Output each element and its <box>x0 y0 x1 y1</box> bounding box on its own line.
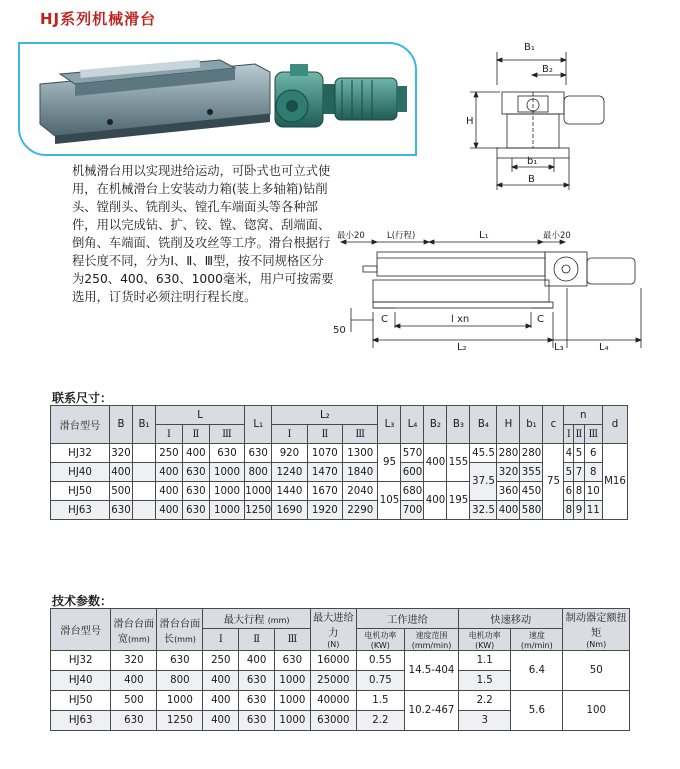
cell: HJ50 <box>51 482 110 501</box>
cell: 1470 <box>307 463 342 482</box>
table-row <box>51 651 630 671</box>
cell: 600 <box>401 463 424 482</box>
cell: 400 <box>424 444 447 482</box>
cell: 45.5 <box>470 444 497 463</box>
cell: 280 <box>497 444 520 463</box>
cell: 1920 <box>307 501 342 520</box>
cell: 5 <box>574 444 584 463</box>
cell: 1000 <box>157 691 203 711</box>
th2-brake-label: 制动器定额扭矩 <box>565 613 627 639</box>
cell: 1070 <box>307 444 342 463</box>
th2-rapid: 快速移动 <box>459 609 563 629</box>
cell: 1300 <box>343 444 378 463</box>
dim-C-right: C <box>537 314 544 325</box>
table-row <box>51 501 628 520</box>
cell: 6 <box>584 444 602 463</box>
cell: 500 <box>110 482 133 501</box>
th-L3: L₃ <box>378 406 401 444</box>
cell: 1000 <box>275 671 311 691</box>
cell: 320 <box>110 444 133 463</box>
th2-rapid-speed <box>511 629 563 651</box>
cell: 2290 <box>343 501 378 520</box>
cell: 1000 <box>209 501 244 520</box>
cell: 1670 <box>307 482 342 501</box>
cell: 570 <box>401 444 424 463</box>
cell: 630 <box>110 501 133 520</box>
cell: 630 <box>209 444 244 463</box>
dim-lxn: l xn <box>451 314 470 325</box>
th2-rapid-motor <box>459 629 511 651</box>
cell: 10 <box>584 482 602 501</box>
cell <box>133 463 156 482</box>
cell: HJ32 <box>51 444 110 463</box>
cell: 320 <box>497 463 520 482</box>
cell: HJ63 <box>51 501 110 520</box>
description-paragraph: 机械滑台用以实现进给运动，可卧式也可立式使用，在机械滑台上安装动力箱(装上多轴箱)钻削头、镗削头、铣削头、镗孔车端面头等各种部件，用以完成钻、扩、铰、镗、锪窝、刮端面、倒角、车端面、铣削及攻丝等工序。滑台根据行程长度不同，分为Ⅰ、Ⅱ、Ⅲ型，按不同规格区分为250、400、630、1000毫米，用户可按需要选用，订货时必须注明行程长度。 <box>72 164 334 304</box>
th-B4: B₄ <box>470 406 497 444</box>
cell: 0.75 <box>356 671 404 691</box>
cell: 2040 <box>343 482 378 501</box>
cell: 1440 <box>272 482 307 501</box>
th2-speed <box>404 629 458 651</box>
table-row <box>51 444 628 463</box>
cell: 280 <box>520 444 543 463</box>
cell: 2.2 <box>459 691 511 711</box>
cell: 195 <box>447 482 470 520</box>
cell: 630 <box>182 501 209 520</box>
th2-s3: Ⅲ <box>275 629 311 651</box>
th-L2: L₂ <box>272 406 378 425</box>
cell: 355 <box>520 463 543 482</box>
dim-C-left: C <box>381 314 388 325</box>
cell: 100 <box>563 691 630 731</box>
th-model: 滑台型号 <box>51 406 110 444</box>
table-row <box>51 482 628 501</box>
cell: 630 <box>239 711 275 731</box>
cell <box>133 501 156 520</box>
cell: 6.4 <box>511 651 563 691</box>
cell: 400 <box>111 671 157 691</box>
cell: 630 <box>111 711 157 731</box>
cell: 8 <box>574 482 584 501</box>
th-L1: L₁ <box>245 406 272 444</box>
th2-feed: 工作进给 <box>356 609 458 629</box>
th2-speed-label: 速度范围 <box>415 630 448 640</box>
th2-length-label: 滑台台面长 <box>159 618 201 645</box>
cell: 250 <box>203 651 239 671</box>
cell: 5.6 <box>511 691 563 731</box>
cell: HJ40 <box>51 463 110 482</box>
th2-stroke-unit: (mm) <box>267 616 290 626</box>
cell: 1000 <box>275 711 311 731</box>
cell: 450 <box>520 482 543 501</box>
cell: 800 <box>245 463 272 482</box>
dim-L2: L₂ <box>457 342 467 353</box>
cell: 40000 <box>310 691 356 711</box>
cell: 155 <box>447 444 470 482</box>
cell: 9 <box>574 501 584 520</box>
cell: 400 <box>203 691 239 711</box>
cell: 11 <box>584 501 602 520</box>
cell: 400 <box>203 671 239 691</box>
cell: 8 <box>584 463 602 482</box>
th-d: d <box>603 406 628 444</box>
cell: 1000 <box>275 691 311 711</box>
cell: 3 <box>459 711 511 731</box>
th2-width-label: 滑台台面宽 <box>113 618 155 645</box>
cell: 7 <box>574 463 584 482</box>
th2-speed-unit: (mm/min) <box>411 640 452 650</box>
cell: 105 <box>378 482 401 520</box>
cell: 500 <box>111 691 157 711</box>
cell: 400 <box>239 651 275 671</box>
cell: 1250 <box>245 501 272 520</box>
th-B2: B₂ <box>424 406 447 444</box>
dim-B1: B₁ <box>524 42 535 53</box>
cell: 8 <box>564 501 574 520</box>
cell: 0.55 <box>356 651 404 671</box>
cell: HJ63 <box>51 711 111 731</box>
th-L-I: Ⅰ <box>156 425 183 444</box>
th2-brake <box>563 609 630 651</box>
cell: 630 <box>182 463 209 482</box>
th-B: B <box>110 406 133 444</box>
cell: 400 <box>497 501 520 520</box>
cell: 630 <box>245 444 272 463</box>
cell: 700 <box>401 501 424 520</box>
cell: 400 <box>156 482 183 501</box>
table-row <box>51 691 630 711</box>
th2-s1: Ⅰ <box>203 629 239 651</box>
mechanical-slide-illustration <box>20 44 415 154</box>
description-text <box>72 162 334 306</box>
th-H: H <box>497 406 520 444</box>
cell: 400 <box>424 482 447 520</box>
cell: 1.5 <box>459 671 511 691</box>
th2-motor-unit: (KW) <box>370 640 390 650</box>
th2-length-unit: (mm) <box>174 634 196 644</box>
cell: M16 <box>603 444 628 520</box>
cell: 800 <box>157 671 203 691</box>
cell: 320 <box>111 651 157 671</box>
cell: 4 <box>564 444 574 463</box>
th2-force-label: 最大进给力 <box>312 613 354 639</box>
cell: HJ32 <box>51 651 111 671</box>
dim-L1: L₁ <box>479 230 489 241</box>
cell: 400 <box>156 501 183 520</box>
th-n-I: Ⅰ <box>564 425 574 444</box>
th2-rapid-speed-unit: (m/min) <box>520 640 553 650</box>
dim-H: H <box>466 116 474 127</box>
th-L-III: Ⅲ <box>209 425 244 444</box>
cell: 32.5 <box>470 501 497 520</box>
th2-rapid-motor-label: 电机功率 <box>468 630 501 640</box>
th2-model: 滑台型号 <box>51 609 111 651</box>
cell: 630 <box>239 691 275 711</box>
cell: 1840 <box>343 463 378 482</box>
dim-min20-left: 最小20 <box>337 231 365 241</box>
th-L: L <box>156 406 245 425</box>
cell: 250 <box>156 444 183 463</box>
cell: 37.5 <box>470 463 497 501</box>
cell: 14.5-404 <box>404 651 458 691</box>
th2-force <box>310 609 356 651</box>
th-L2-III: Ⅲ <box>343 425 378 444</box>
cell: 920 <box>272 444 307 463</box>
cell: 400 <box>182 444 209 463</box>
th2-stroke <box>203 609 310 629</box>
cell: 580 <box>520 501 543 520</box>
th-L-II: Ⅱ <box>182 425 209 444</box>
dim-B2: B₂ <box>542 64 553 75</box>
cell: 1240 <box>272 463 307 482</box>
table-row <box>51 463 628 482</box>
th2-length <box>157 609 203 651</box>
dim-B: B <box>528 174 535 185</box>
dim-L4: L₄ <box>599 342 609 353</box>
cell: 400 <box>156 463 183 482</box>
th-b1: b₁ <box>520 406 543 444</box>
cell: 95 <box>378 444 401 482</box>
th2-rapid-speed-label: 速度 <box>528 630 545 640</box>
cell <box>133 444 156 463</box>
cell: 25000 <box>310 671 356 691</box>
th2-motor <box>356 629 404 651</box>
cell: 1000 <box>209 482 244 501</box>
cell: HJ40 <box>51 671 111 691</box>
th2-width-unit: (mm) <box>128 634 150 644</box>
product-photo <box>18 42 417 156</box>
dim-b1: b₁ <box>527 156 538 167</box>
th-n: n <box>564 406 603 425</box>
cell: 16000 <box>310 651 356 671</box>
cell: 50 <box>563 651 630 691</box>
cell: 5 <box>564 463 574 482</box>
cross-section-diagram <box>440 30 630 200</box>
th2-brake-unit: (Nm) <box>586 640 607 649</box>
table2-title: 技术参数： <box>52 594 113 608</box>
th-L2-I: Ⅰ <box>272 425 307 444</box>
cell: 630 <box>239 671 275 691</box>
cell: 680 <box>401 482 424 501</box>
side-view-diagram <box>333 228 653 358</box>
th-L4: L₄ <box>401 406 424 444</box>
cell: 10.2-467 <box>404 691 458 731</box>
cell: 1.5 <box>356 691 404 711</box>
cell: 400 <box>110 463 133 482</box>
cell: 630 <box>275 651 311 671</box>
cell: 63000 <box>310 711 356 731</box>
th2-stroke-label: 最大行程 <box>223 615 265 627</box>
table1-title: 联系尺寸： <box>52 391 113 405</box>
cell <box>133 482 156 501</box>
cell: 400 <box>203 711 239 731</box>
th-c: c <box>543 406 564 444</box>
cell: 630 <box>182 482 209 501</box>
dim-L3: L₃ <box>554 342 564 353</box>
cell: 6 <box>564 482 574 501</box>
tech-param-table <box>50 608 630 731</box>
dim-50: 50 <box>333 325 346 336</box>
cell: 1250 <box>157 711 203 731</box>
cell: 630 <box>157 651 203 671</box>
cell: 1690 <box>272 501 307 520</box>
th2-rapid-motor-unit: (KW) <box>475 640 495 650</box>
cell: 1000 <box>245 482 272 501</box>
cell: 2.2 <box>356 711 404 731</box>
dimension-table <box>50 405 628 520</box>
th-B3: B₃ <box>447 406 470 444</box>
dim-L-stroke: L(行程) <box>387 231 416 241</box>
th2-motor-label: 电机功率 <box>364 630 397 640</box>
cell: 360 <box>497 482 520 501</box>
th-n-II: Ⅱ <box>574 425 584 444</box>
th-B1: B₁ <box>133 406 156 444</box>
page-title: HJ系列机械滑台 <box>40 10 157 28</box>
th2-force-unit: (N) <box>327 640 340 649</box>
th-L2-II: Ⅱ <box>307 425 342 444</box>
cell: 1000 <box>209 463 244 482</box>
dim-min20-right: 最小20 <box>543 231 571 241</box>
th2-width <box>111 609 157 651</box>
cell: HJ50 <box>51 691 111 711</box>
cell: 1.1 <box>459 651 511 671</box>
cell: 75 <box>543 444 564 520</box>
th2-s2: Ⅱ <box>239 629 275 651</box>
th-n-III: Ⅲ <box>584 425 602 444</box>
